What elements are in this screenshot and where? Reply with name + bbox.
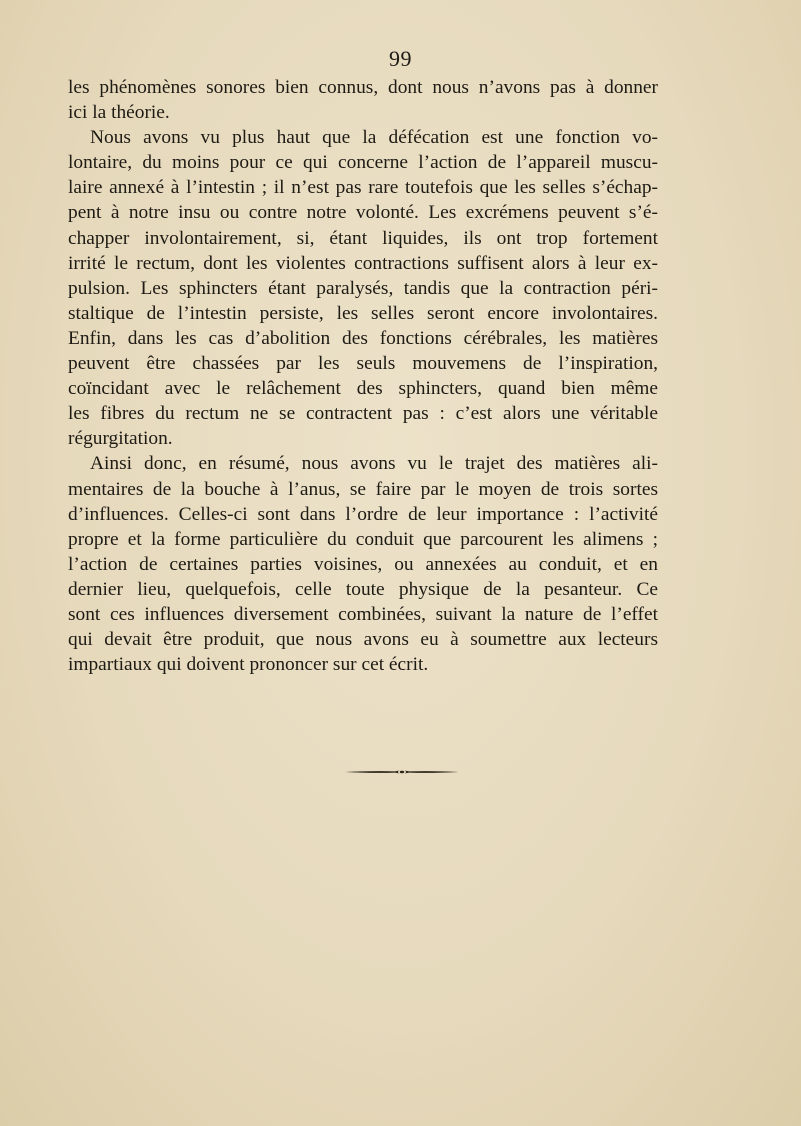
text-line: staltique de l’intestin persiste, les selles seront encore involontaires.: [68, 302, 658, 324]
text-line: impartiaux qui doivent prononcer sur cet écrit.: [68, 654, 429, 676]
text-line: lontaire, du moins pour ce qui concerne l’action de l’appareil muscu-: [68, 152, 658, 174]
text-line: Ainsi donc, en résumé, nous avons vu le trajet des matières ali-: [90, 453, 658, 475]
text-line: d’influences. Celles-ci sont dans l’ordre de leur importance : l’activité: [68, 503, 658, 525]
text-line: régurgitation.: [68, 428, 173, 450]
text-line: mentaires de la bouche à l’anus, se faire par le moyen de trois sortes: [68, 478, 658, 500]
text-line: dernier lieu, quelquefois, celle toute physique de la pesanteur. Ce: [68, 578, 658, 600]
text-line: pent à notre insu ou contre notre volonté. Les excrémens peuvent s’é-: [68, 202, 658, 224]
text-line: peuvent être chassées par les seuls mouvemens de l’inspiration,: [68, 353, 658, 375]
text-line: l’action de certaines parties voisines, ou annexées au conduit, et en: [68, 553, 658, 575]
text-line: Enfin, dans les cas d’abolition des fonctions cérébrales, les matières: [68, 327, 658, 349]
text-line: laire annexé à l’intestin ; il n’est pas rare toutefois que les selles s’échap-: [68, 177, 658, 199]
text-line: propre et la forme particulière du conduit que parcourent les alimens ;: [68, 528, 658, 550]
text-line: sont ces influences diversement combinées, suivant la nature de l’effet: [68, 603, 658, 625]
text-line: qui devait être produit, que nous avons eu à soumettre aux lecteurs: [68, 629, 658, 651]
page-number: 99: [389, 46, 412, 71]
body-text: [68, 75, 658, 677]
text-line: les phénomènes sonores bien connus, dont nous n’avons pas à donner: [68, 77, 658, 98]
text-line: les fibres du rectum ne se contractent pas : c’est alors une véritable: [68, 403, 658, 425]
text-line: coïncidant avec le relâchement des sphincters, quand bien même: [68, 378, 658, 400]
text-line: pulsion. Les sphincters étant paralysés, tandis que la contraction péri-: [68, 277, 658, 299]
ornamental-divider: [345, 769, 459, 775]
text-line: irrité le rectum, dont les violentes contractions suffisent alors à leur ex-: [68, 252, 658, 274]
text-line: ici la théorie.: [68, 102, 170, 124]
text-line: Nous avons vu plus haut que la défécation est une fonction vo-: [90, 127, 658, 149]
text-line: chapper involontairement, si, étant liquides, ils ont trop fortement: [68, 227, 658, 249]
